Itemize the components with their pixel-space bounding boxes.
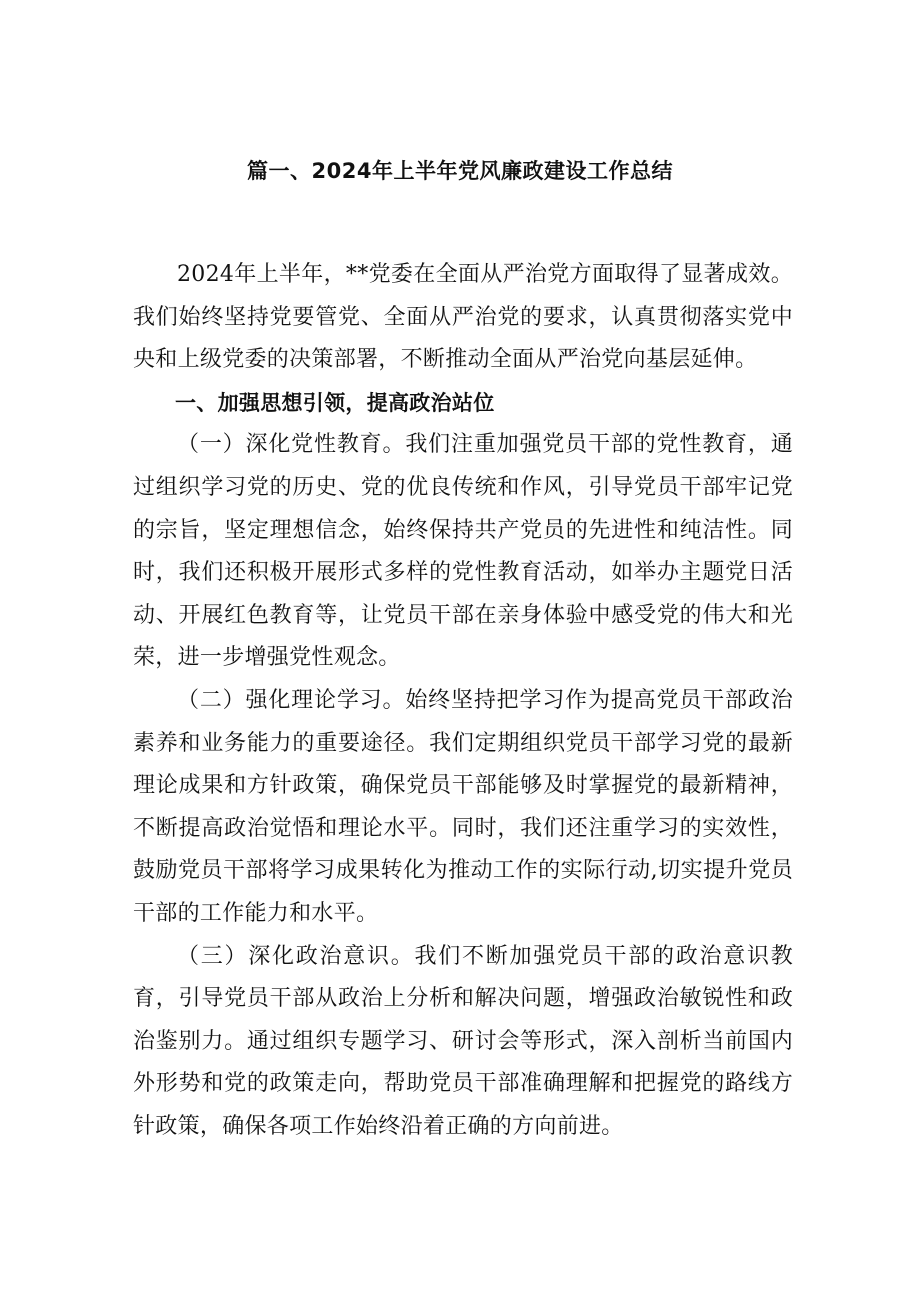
paragraph-party-education: （一）深化党性教育。我们注重加强党员干部的党性教育，通过组织学习党的历史、党的优良传统和作风，引导党员干部牢记党的宗旨，坚定理想信念，始终保持共产党员的先进性和纯洁性。同时，我们还积极开展形式多样的党性教育活动，如举办主题党日活动、开展红色教育等，让党员干部在亲身体验中感受党的伟大和光荣，进一步增强党性观念。 [133,432,793,671]
intro-paragraph: 2024年上半年，**党委在全面从严治党方面取得了显著成效。我们始终坚持党要管党、全面从严治党的要求，认真贯彻落实党中央和上级党委的决策部署，不断推动全面从严治党向基层延伸。 [133,262,793,373]
document-body [133,254,793,1148]
paragraph-theory-study: （二）强化理论学习。始终坚持把学习作为提高党员干部政治素养和业务能力的重要途径。我们定期组织党员干部学习党的最新理论成果和方针政策，确保党员干部能够及时掌握党的最新精神，不断提高政治觉悟和理论水平。同时，我们还注重学习的实效性，鼓励党员干部将学习成果转化为推动工作的实际行动,切实提升党员干部的工作能力和水平。 [133,687,793,926]
section-heading: 一、加强思想引领，提高政治站位 [175,390,495,415]
paragraph-political-awareness: （三）深化政治意识。我们不断加强党员干部的政治意识教育，引导党员干部从政治上分析和解决问题，增强政治敏锐性和政治鉴别力。通过组织专题学习、研讨会等形式，深入剖析当前国内外形势和党的政策走向，帮助党员干部准确理解和把握党的路线方针政策，确保各项工作始终沿着正确的方向前进。 [133,943,793,1139]
document-title: 篇一、2024年上半年党风廉政建设工作总结 [247,159,673,183]
